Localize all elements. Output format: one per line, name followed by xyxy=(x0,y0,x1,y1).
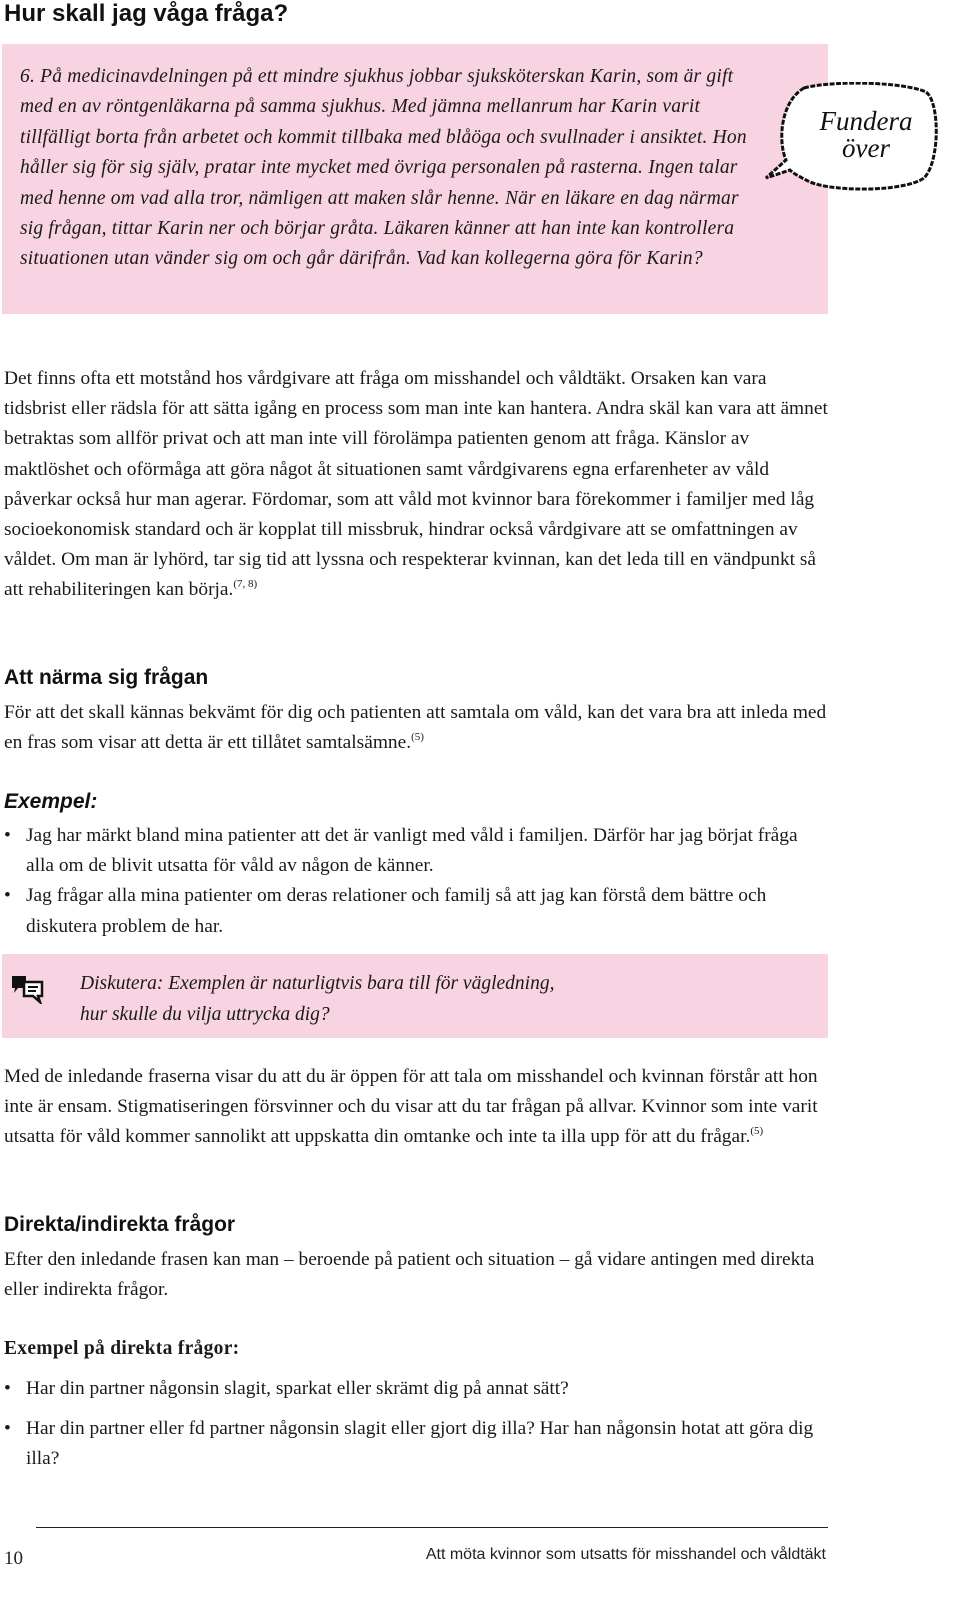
example-item-2: Jag frågar alla mina patienter om deras relationer och familj så att jag kan förstå dem bättre och diskutera problem de har. xyxy=(26,885,767,937)
page-title: Hur skall jag våga fråga? xyxy=(4,0,289,27)
direct-paragraph: Efter den inledande frasen kan man – beroende på patient och situation – gå vidare antingen med direkta eller indirekta frågor. xyxy=(4,1249,815,1301)
bullet-symbol: • xyxy=(4,885,11,907)
discussion-icon xyxy=(8,970,46,1004)
bubble-text xyxy=(802,108,930,162)
example-list xyxy=(4,821,830,942)
case-text: 6. På medicinavdelningen på ett mindre sjukhus jobbar sjuksköterskan Karin, som är gift med en av röntgenläkarna på samma sjukhus. Med jämna mellanrum har Karin varit tillfälligt borta från arbetet och kommit tillbaka med blåöga och svullnader i ansiktet. Hon håller sig för sig själv, pratar inte mycket med övriga personalen på rasterna. Ingen talar med henne om vad alla tror, nämligen att maken slår henne. När en läkare en dag närmar sig frågan, tittar Karin ner och börjar gråta. Läkaren känner att han inte kan kontrollera situationen utan vänder sig om och går därifrån. Vad kan kollegerna göra för Karin? xyxy=(20,66,747,270)
footer-divider xyxy=(36,1527,828,1528)
intro-text: Det finns ofta ett motstånd hos vårdgivare att fråga om misshandel och våldtäkt. Orsaken kan vara tidsbrist eller rädsla för att sätta igång en process som man inte kan hantera. Andra skäl kan vara att ämnet betraktas som allför privat och att man inte vill förolämpa patienten genom att fråga. Känslor av maktlöshet och oförmåga att göra något åt situationen samt vårdgivarens egna erfarenheter av våld påverkar också hur man agerar. Fördomar, som att våld mot kvinnor bara förekommer i familjer med låg socioekonomisk standard och är kopplat till missbruk, hindrar också vårdgivare att se omfattningen av våldet. Om man är lyhörd, tar sig tid att lyssna och respekterar kvinnan, kan det leda till en vändpunkt så att rehabiliteringen kan börja. xyxy=(4,368,828,601)
footer-title: Att möta kvinnor som utsatts för misshandel och våldtäkt xyxy=(425,1546,826,1563)
direct-item-1: Har din partner någonsin slagit, sparkat eller skrämt dig på annat sätt? xyxy=(26,1378,569,1399)
intro-paragraph xyxy=(4,364,830,606)
example-heading: Exempel: xyxy=(4,790,98,813)
list-item xyxy=(4,821,830,881)
bubble-line2: över xyxy=(842,133,890,163)
discussion-text xyxy=(80,968,800,1030)
direct-heading: Direkta/indirekta frågor xyxy=(4,1213,236,1236)
direct-list xyxy=(4,1374,830,1475)
intro-ref: (7, 8) xyxy=(233,578,258,591)
discussion-line2: hur skulle du vilja uttrycka dig? xyxy=(80,1004,330,1025)
opening-paragraph xyxy=(4,1062,830,1153)
opening-text: Med de inledande fraserna visar du att du är öppen för att tala om misshandel och kvinnan förstår att hon inte är ensam. Stigmatiseringen försvinner och du visar att du tar frågan på allvar. Kvinnor som inte varit utsatta för våld kommer sannolikt att uppskatta din omtanke och inte ta illa upp för att du frågar. xyxy=(4,1066,818,1148)
list-item xyxy=(4,1414,830,1474)
bubble-line1: Fundera xyxy=(819,106,913,136)
discussion-line1: Diskutera: Exemplen är naturligtvis bara till för vägledning, xyxy=(80,973,555,994)
direct-subheading: Exempel på direkta frågor: xyxy=(4,1338,240,1359)
approach-text: För att det skall kännas bekvämt för dig och patienten att samtala om våld, kan det vara bra att inleda med en fras som visar att detta är ett tillåtet samtalsämne. xyxy=(4,702,827,754)
approach-heading: Att närma sig frågan xyxy=(4,666,209,689)
direct-item-2: Har din partner eller fd partner någonsin slagit eller gjort dig illa? Har han någonsin hotat att göra dig illa? xyxy=(26,1418,814,1470)
list-item xyxy=(4,881,830,941)
bullet-symbol: • xyxy=(4,1418,11,1440)
list-item xyxy=(4,1374,830,1404)
opening-ref: (5) xyxy=(750,1125,764,1138)
example-item-1: Jag har märkt bland mina patienter att det är vanligt med våld i familjen. Därför har jag börjat fråga alla om de blivit utsatta för våld av någon de känner. xyxy=(26,825,798,877)
bullet-symbol: • xyxy=(4,1378,11,1399)
approach-paragraph xyxy=(4,698,830,758)
approach-ref: (5) xyxy=(411,731,424,744)
case-box xyxy=(2,44,828,314)
bullet-symbol: • xyxy=(4,825,11,846)
page-number: 10 xyxy=(4,1548,23,1569)
